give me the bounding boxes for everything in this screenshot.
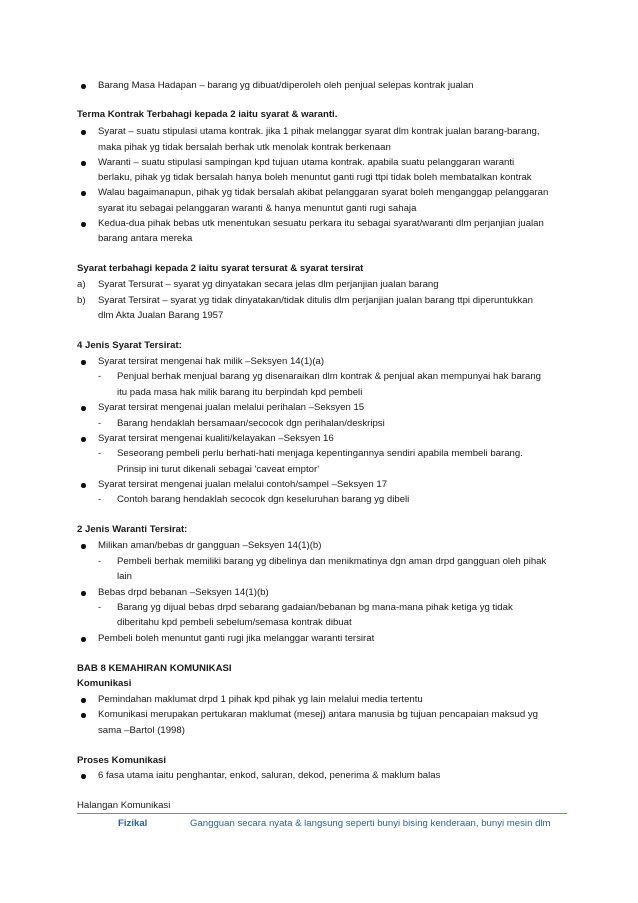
text-line: Syarat Tersirat – syarat yg tidak dinyatakan/tidak ditulis dlm perjanjian jualan barang ttpi diperuntukkan xyxy=(98,295,533,306)
dash-marker: - xyxy=(98,371,102,382)
bullet-icon xyxy=(81,774,86,779)
text-line: Prinsip ini turut dikenali sebagai 'caveat emptor' xyxy=(117,464,320,475)
dash-marker: - xyxy=(98,418,102,429)
text-line: Komunikasi merupakan pertukaran maklumat (mesej) antara manusia bg tujuan pencapaian maksud yg xyxy=(98,709,538,720)
text-line: barang antara mereka xyxy=(98,233,193,244)
bullet-icon xyxy=(81,84,86,89)
list-marker: a) xyxy=(77,279,86,290)
text-line: sama –Bartol (1998) xyxy=(98,725,185,736)
table-cell-label: Fizikal xyxy=(118,818,148,829)
text-line: syarat itu sebagai pelanggaran waranti & hanya menuntut ganti rugi sahaja xyxy=(98,203,417,214)
text-line: Syarat tersirat mengenai jualan melalui contoh/sampel –Seksyen 17 xyxy=(98,479,388,490)
text-line: lain xyxy=(117,571,132,582)
section-heading: Syarat terbahagi kepada 2 iaitu syarat tersurat & syarat tersirat xyxy=(77,263,364,274)
section-heading: 2 Jenis Waranti Tersirat: xyxy=(77,524,188,535)
text-line: Waranti – suatu stipulasi sampingan kpd tujuan utama kontrak. apabila suatu pelanggaran waranti xyxy=(98,157,515,168)
text-line: Syarat – suatu stipulasi utama kontrak. jika 1 pihak melanggar syarat dlm kontrak jualan barang-barang, xyxy=(98,126,540,137)
section-heading: Komunikasi xyxy=(77,678,132,689)
section-heading: Halangan Komunikasi xyxy=(77,800,171,811)
chapter-heading: BAB 8 KEMAHIRAN KOMUNIKASI xyxy=(77,663,232,674)
text-line: dlm Akta Jualan Barang 1957 xyxy=(98,310,224,321)
bullet-icon xyxy=(81,713,86,718)
text-line: Bebas drpd bebanan –Seksyen 14(1)(b) xyxy=(98,587,269,598)
text-line: Pembeli berhak memiliki barang yg dibelinya dan menikmatinya dgn aman drpd gangguan oleh pihak xyxy=(117,556,547,567)
dash-marker: - xyxy=(98,448,102,459)
section-heading: 4 Jenis Syarat Tersirat: xyxy=(77,340,182,351)
text-line: itu pada masa hak milik barang itu berpindah kpd pembeli xyxy=(117,387,363,398)
text-line: Syarat Tersurat – syarat yg dinyatakan secara jelas dlm perjanjian jualan barang xyxy=(98,279,439,290)
bullet-icon xyxy=(81,161,86,166)
bullet-icon xyxy=(81,360,86,365)
text-line: Syarat tersirat mengenai hak milik –Seksyen 14(1)(a) xyxy=(98,356,325,367)
text-line: Contoh barang hendaklah secocok dgn keseluruhan barang yg dibeli xyxy=(117,494,410,505)
bullet-icon xyxy=(81,637,86,642)
bullet-icon xyxy=(81,698,86,703)
bullet-icon xyxy=(81,191,86,196)
text-line: diberitahu kpd pembeli sebelum/semasa kontrak dibuat xyxy=(117,617,352,628)
bullet-icon xyxy=(81,130,86,135)
bullet-icon xyxy=(81,437,86,442)
text-line: Pemindahan maklumat drpd 1 pihak kpd pihak yg lain melalui media tertentu xyxy=(98,694,423,705)
text-line: Barang Masa Hadapan – barang yg dibuat/diperoleh oleh penjual selepas kontrak jualan xyxy=(98,80,474,91)
text-line: Syarat tersirat mengenai jualan melalui perihalan –Seksyen 15 xyxy=(98,402,365,413)
text-line: Kedua-dua pihak bebas utk menentukan sesuatu perkara itu sebagai syarat/waranti dlm perjanjian jualan xyxy=(98,218,544,229)
section-heading: Terma Kontrak Terbahagi kepada 2 iaitu syarat & waranti. xyxy=(77,109,338,120)
dash-marker: - xyxy=(98,556,102,567)
text-line: Penjual berhak menjual barang yg disenaraikan dlm kontrak & penjual akan mempunyai hak barang xyxy=(117,371,541,382)
text-line: Seseorang pembeli perlu berhati-hati menjaga kepentingannya sendiri apabila membeli barang. xyxy=(117,448,523,459)
bullet-icon xyxy=(81,591,86,596)
text-line: Walau bagaimanapun, pihak yg tidak bersalah akibat pelanggaran syarat boleh menganggap pelanggaran xyxy=(98,187,549,198)
text-line: Pembeli boleh menuntut ganti rugi jika melanggar waranti tersirat xyxy=(98,633,375,644)
dash-marker: - xyxy=(98,494,102,505)
list-marker: b) xyxy=(77,295,86,306)
bullet-icon xyxy=(81,483,86,488)
text-line: Syarat tersirat mengenai kualiti/kelayakan –Seksyen 16 xyxy=(98,433,334,444)
text-line: Barang hendaklah bersamaan/secocok dgn perihalan/deskripsi xyxy=(117,418,385,429)
section-heading: Proses Komunikasi xyxy=(77,755,167,766)
text-line: 6 fasa utama iaitu penghantar, enkod, saluran, dekod, penerima & maklum balas xyxy=(98,770,441,781)
bullet-icon xyxy=(81,406,86,411)
text-line: maka pihak yg tidak bersalah berhak utk menolak kontrak berkenaan xyxy=(98,142,391,153)
text-line: berlaku, pihak yg tidak bersalah hanya boleh menuntut ganti rugi ttpi tidak boleh membatalkan kontrak xyxy=(98,172,532,183)
bullet-icon xyxy=(81,222,86,227)
table-cell-text: Gangguan secara nyata & langsung seperti bunyi bising kenderaan, bunyi mesin dlm xyxy=(190,818,551,829)
bullet-icon xyxy=(81,544,86,549)
dash-marker: - xyxy=(98,602,102,613)
text-line: Milikan aman/bebas dr gangguan –Seksyen 14(1)(b) xyxy=(98,540,322,551)
table-top-border xyxy=(77,813,567,814)
text-line: Barang yg dijual bebas drpd sebarang gadaian/bebanan bg mana-mana pihak ketiga yg tidak xyxy=(117,602,513,613)
